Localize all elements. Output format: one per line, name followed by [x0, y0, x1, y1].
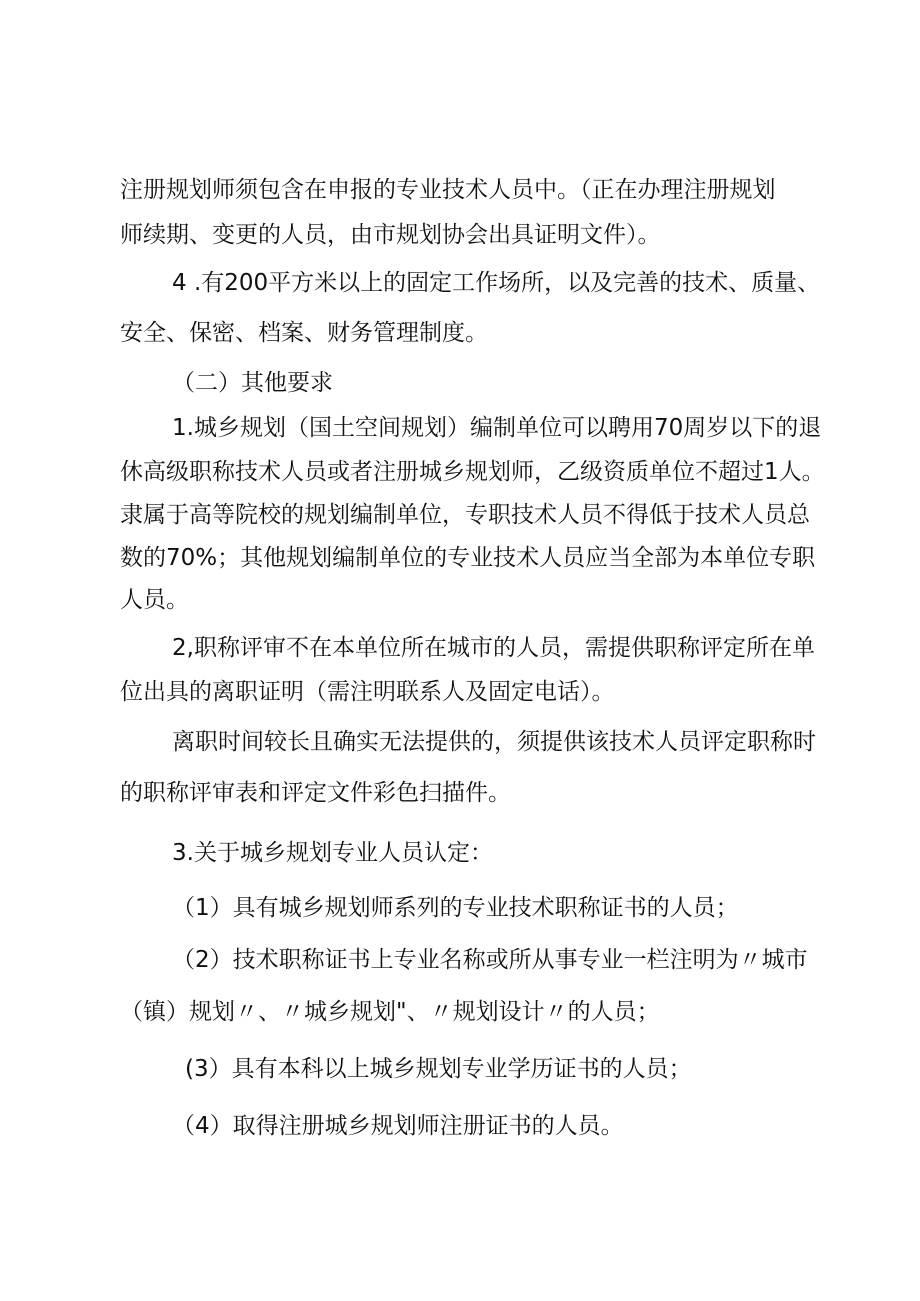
paragraph-line: 休高级职称技术人员或者注册城乡规划师，乙级资质单位不超过1人。: [120, 459, 825, 485]
paragraph-line: 安全、保密、档案、财务管理制度。: [120, 320, 488, 346]
paragraph-line: 离职时间较长且确实无法提供的，须提供该技术人员评定职称时: [172, 729, 816, 755]
list-item: （2）技术职称证书上专业名称或所从事专业一栏注明为〃城市: [172, 947, 808, 973]
list-item-continuation: （镇）规划〃、〃城乡规划"、〃规划设计〃的人员；: [120, 999, 660, 1025]
paragraph-line: 1.城乡规划（国土空间规划）编制单位可以聘用70周岁以下的退: [172, 415, 822, 441]
paragraph-line: 位出具的离职证明（需注明联系人及固定电话）。: [120, 679, 615, 705]
list-item: (3）具有本科以上城乡规划专业学历证书的人员；: [185, 1056, 692, 1082]
paragraph-line: 隶属于高等院校的规划编制单位，专职技术人员不得低于技术人员总: [120, 502, 810, 528]
section-heading: （二）其他要求: [172, 370, 333, 396]
paragraph-line: 师续期、变更的人员，由市规划协会出具证明文件）。: [120, 222, 661, 248]
paragraph-line: 注册规划师须包含在申报的专业技术人员中。（正在办理注册规划: [120, 177, 776, 203]
paragraph-line: 人员。: [120, 587, 189, 613]
paragraph-line: 数的70%；其他规划编制单位的专业技术人员应当全部为本单位专职: [120, 545, 816, 571]
paragraph-line: 的职称评审表和评定文件彩色扫描件。: [120, 780, 511, 806]
paragraph-line: 4 .有200平方米以上的固定工作场所，以及完善的技术、质量、: [172, 270, 821, 296]
paragraph-line: 2,职称评审不在本单位所在城市的人员，需提供职称评定所在单: [172, 635, 815, 661]
list-item: （4）取得注册城乡规划师注册证书的人员。: [172, 1113, 624, 1139]
paragraph-line: 3.关于城乡规划专业人员认定：: [172, 840, 493, 866]
list-item: （1）具有城乡规划师系列的专业技术职称证书的人员；: [172, 895, 739, 921]
